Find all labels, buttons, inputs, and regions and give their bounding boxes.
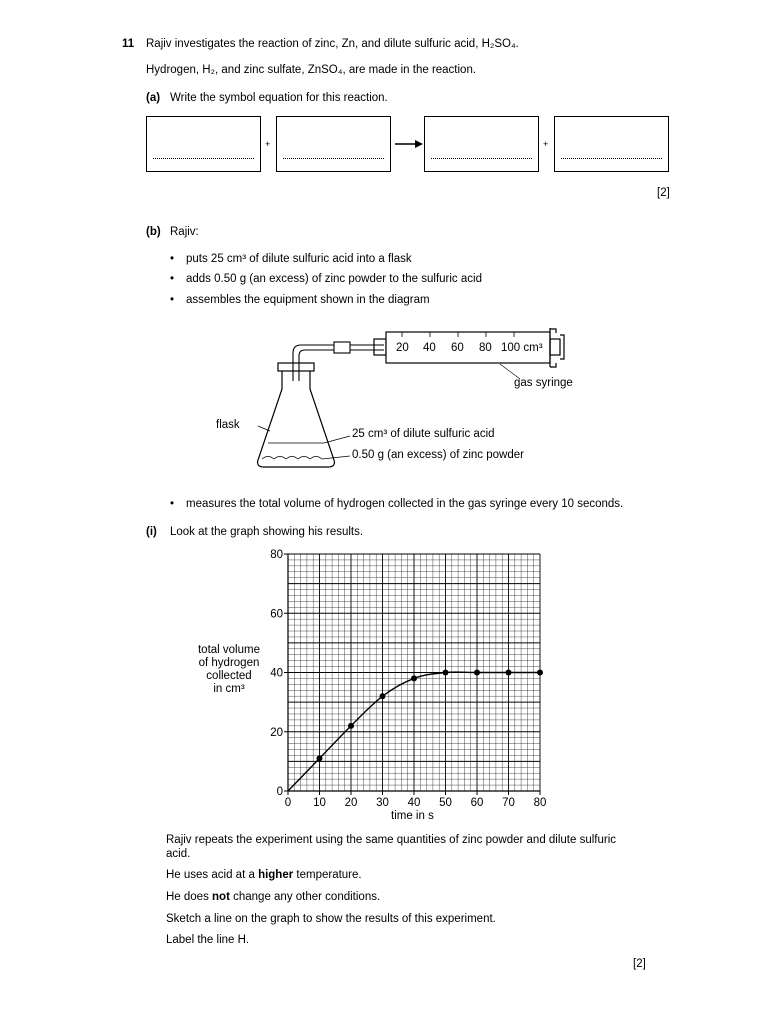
flask [258, 363, 335, 467]
equation-box-1[interactable] [146, 116, 261, 172]
plus-sign-2: + [543, 139, 549, 149]
bullet-item-2: • adds 0.50 g (an excess) of zinc powder to the sulfuric acid [186, 273, 482, 285]
data-point [411, 675, 417, 681]
x-tick-label: 70 [502, 797, 515, 809]
part-a-text: Write the symbol equation for this reaction. [170, 92, 388, 104]
syringe-mark-80: 80 [479, 342, 492, 354]
part-b-label: (b) [146, 226, 161, 238]
x-tick-label: 60 [470, 797, 484, 809]
label-gas-syringe: gas syringe [514, 377, 573, 389]
bullet-item-1: • puts 25 cm³ of dilute sulfuric acid into a flask [186, 253, 412, 265]
x-tick-label: 50 [439, 797, 452, 809]
x-tick-label: 80 [533, 797, 547, 809]
syringe-mark-60: 60 [451, 342, 464, 354]
followup-text-2-post: temperature. [293, 869, 362, 881]
followup-text-2-pre: He uses acid at a [166, 869, 259, 881]
y-axis-label-line: of hydrogen [198, 657, 260, 669]
part-b-intro: Rajiv: [170, 226, 199, 238]
y-axis-label-line: total volume [197, 644, 260, 656]
data-point [537, 670, 543, 676]
data-point [474, 670, 480, 676]
label-zinc: 0.50 g (an excess) of zinc powder [352, 449, 524, 461]
syringe-mark-40: 40 [423, 342, 436, 354]
data-point [317, 755, 323, 761]
part-i-label: (i) [146, 526, 157, 538]
x-tick-label: 20 [344, 797, 358, 809]
y-tick-label: 40 [270, 667, 283, 680]
part-i-text: Look at the graph showing his results. [170, 526, 364, 538]
bullet-item-3: • assembles the equipment shown in the diagram [186, 294, 430, 306]
followup-text-1b: acid. [166, 848, 191, 860]
followup-text-3 [166, 891, 380, 903]
y-axis-label-line: in cm³ [213, 683, 245, 695]
y-tick-label: 20 [270, 726, 283, 739]
syringe-mark-20: 20 [396, 342, 409, 354]
followup-text-4: Sketch a line on the graph to show the results of this experiment. [166, 913, 496, 925]
followup-text-3-post: change any other conditions. [229, 891, 381, 903]
x-axis-label: time in s [391, 810, 434, 822]
followup-marks: [2] [633, 958, 646, 970]
label-flask: flask [216, 419, 240, 431]
data-point [506, 670, 512, 676]
y-axis-label-line: collected [206, 670, 252, 682]
followup-text-3-bold: not [212, 891, 230, 903]
followup-text-3-pre: He does [166, 891, 213, 903]
question-intro: Rajiv investigates the reaction of zinc, Zn, and dilute sulfuric acid, H₂SO₄. [146, 38, 519, 50]
followup-text-2-bold: higher [258, 869, 294, 881]
data-point [348, 723, 354, 729]
x-tick-label: 30 [376, 797, 389, 809]
x-tick-label: 0 [284, 797, 292, 809]
data-point [380, 693, 386, 699]
plus-sign-1: + [265, 139, 271, 149]
followup-text-5: Label the line H. [166, 934, 250, 946]
x-tick-label: 10 [313, 797, 326, 809]
bullet-item-4: • measures the total volume of hydrogen collected in the gas syringe every 10 seconds. [186, 498, 623, 510]
x-tick-label: 40 [407, 797, 421, 809]
syringe-mark-100: 100 cm³ [501, 342, 543, 354]
followup-text-2 [166, 869, 362, 881]
equation-box-2[interactable] [276, 116, 391, 172]
equation-box-4[interactable] [554, 116, 669, 172]
data-point [443, 670, 449, 676]
results-graph[interactable] [250, 545, 570, 825]
arrow-icon [395, 139, 423, 149]
delivery-tube [293, 342, 384, 381]
part-a-label: (a) [146, 92, 161, 104]
question-products: Hydrogen, H₂, and zinc sulfate, ZnSO₄, are made in the reaction. [146, 64, 477, 76]
series [288, 670, 543, 792]
part-a-marks: [2] [657, 187, 670, 199]
y-tick-label: 0 [276, 786, 283, 798]
y-tick-label: 80 [270, 549, 283, 561]
equation-box-3[interactable] [424, 116, 539, 172]
followup-text-1: Rajiv repeats the experiment using the same quantities of zinc powder and dilute sulfuric [166, 834, 617, 846]
label-acid: 25 cm³ of dilute sulfuric acid [352, 428, 495, 440]
question-number: 11 [122, 38, 135, 50]
y-tick-label: 60 [270, 608, 283, 621]
ticks [270, 549, 546, 809]
